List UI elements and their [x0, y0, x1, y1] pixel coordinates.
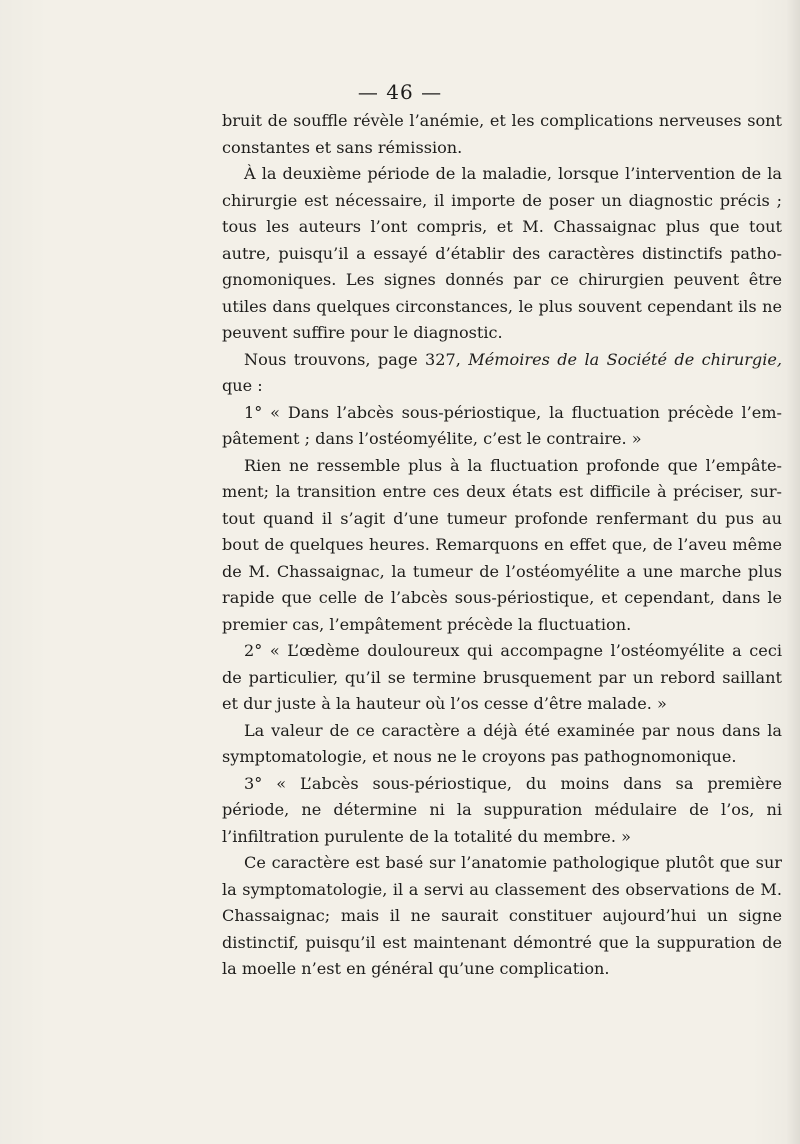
paragraph-4: La valeur de ce caractère a déjà été examinée par nous dans la symptomatologie, et nous ne le croyons pas pathognomonique. — [222, 720, 782, 766]
citation-journal: Mémoires de la Société de chirurgie, — [468, 349, 782, 369]
paragraph-point-2: 2° « L’œdème douloureux qui accompagne l’ostéomyélite a ceci de particulier, qu’il se termine brusquement par un rebord saillant et dur juste à la hauteur où l’os cesse d’être malade. » — [222, 641, 782, 713]
page-edge-shadow — [786, 0, 800, 1144]
paragraph-3: Rien ne ressemble plus à la fluctuation profonde que l’empâte-ment; la transition entre ces deux états est difficile à préciser, sur-tout quand il s’agit d’une tumeur profonde renfermant du pus au bout de quelques heures. Remarquons en effet que, de l’aveu même de M. Chassaignac, la tumeur de l’ostéomyélite a une marche plus rapide que celle de l’abcès sous-périostique, et cependant, dans le premier cas, l’empâtement précède la fluctuation. — [222, 455, 782, 634]
citation-suffix: que : — [222, 376, 263, 395]
body-text — [222, 108, 782, 983]
paragraph-5: Ce caractère est basé sur l’anatomie pathologique plutôt que sur la symptomatologie, il a servi au classement des observations de M. Chassaignac; mais il ne saurait constituer aujourd’hui un signe distinctif, puisqu’il est maintenant démontré que la suppuration de la moelle n’est en général qu’une complication. — [222, 853, 782, 978]
paragraph-point-3: 3° « L’abcès sous-périostique, du moins dans sa première période, ne détermine ni la suppuration médulaire de l’os, ni l’infiltration purulente de la totalité du membre. » — [222, 773, 782, 846]
paragraph-1: bruit de souffle révèle l’anémie, et les complications nerveuses sont constantes et sans rémission. — [222, 111, 782, 157]
paragraph-point-1: 1° « Dans l’abcès sous-périostique, la fluctuation précède l’em-pâtement ; dans l’ostéomyélite, c’est le contraire. » — [222, 402, 782, 448]
page-number: — 46 — — [357, 80, 443, 104]
paragraph-citation — [222, 347, 782, 400]
citation-prefix: Nous trouvons, page 327, — [244, 349, 469, 369]
paragraph-2: À la deuxième période de la maladie, lorsque l’intervention de la chirurgie est nécessaire, il importe de poser un diagnostic précis ; tous les auteurs l’ont compris, et M. Chassaignac plus que tout autre, puisqu’il a essayé d’établir des caractères distinctifs patho-gnomoniques. Les signes donnés par ce chirurgien peuvent être utiles dans quelques circonstances, le plus souvent cependant ils ne peuvent suffire pour le diagnostic. — [222, 164, 782, 342]
